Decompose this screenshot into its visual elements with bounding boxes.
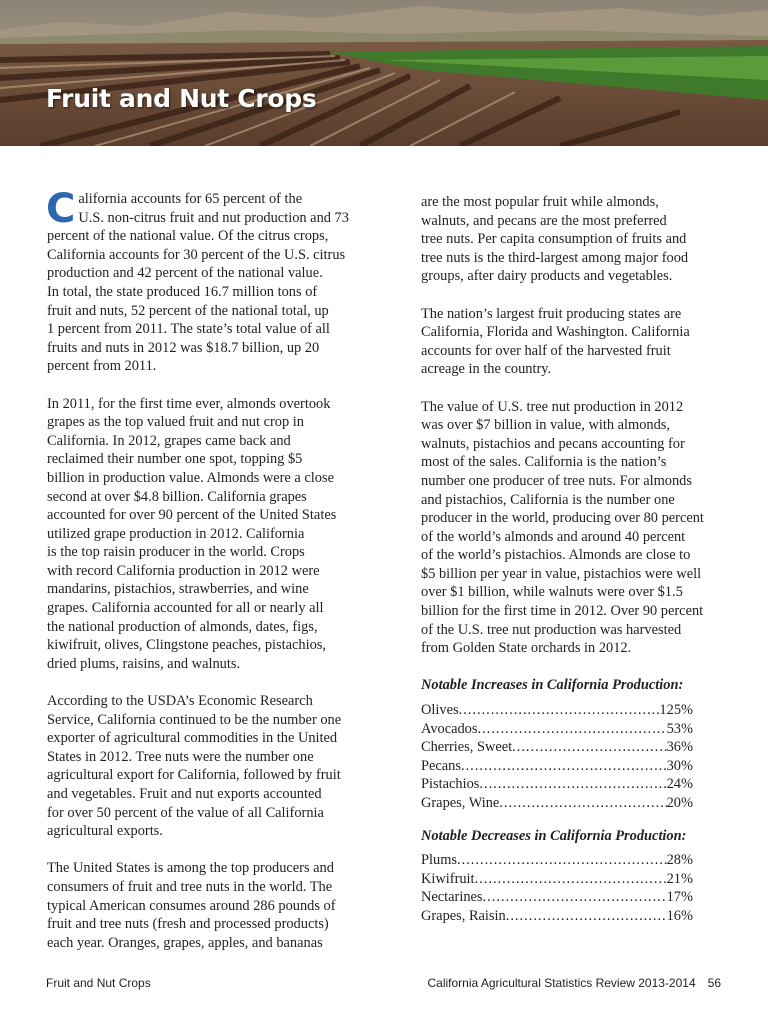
text-line: fruit and tree nuts (fresh and processed products) [47,916,329,933]
list-item [421,738,693,757]
right-column [421,193,721,940]
almonds-grapes-paragraph [47,395,363,674]
drop-cap: C [46,186,76,232]
publication-title: California Agricultural Statistics Review 2013-2014 [427,976,696,990]
text-line: The nation’s largest fruit producing states are [421,305,682,322]
text-line: walnuts, pistachios and pecans accounting for [421,435,685,452]
dot-leader [512,738,666,757]
increases-heading: Notable Increases in California Production: [421,677,684,694]
text-line: of the world’s pistachios. Almonds are close to [421,547,691,564]
crop-name: Grapes, Wine [421,795,500,811]
text-line: $5 billion per year in value, pistachios were well [421,565,702,582]
text-line: over $1 billion, while walnuts were over $1.5 [421,584,683,601]
dot-leader [479,775,666,794]
text-line: of the U.S. tree nut production was harvested [421,621,682,638]
crop-name: Pecans [421,757,461,774]
crop-name: Avocados [421,720,478,737]
list-item [421,870,693,889]
text-line: California, Florida and Washington. California [421,324,690,341]
text-line: fruit and nuts, 52 percent of the national total, up [47,302,329,319]
footer-section-name: Fruit and Nut Crops [46,976,151,990]
list-item [421,851,693,870]
dot-leader [506,907,667,926]
text-line: grapes as the top valued fruit and nut crop in [47,414,304,431]
fruit-states-paragraph [421,305,721,379]
text-line: California. In 2012, grapes came back and [47,432,291,449]
text-line: agricultural export for California, followed by fruit [47,767,341,784]
exports-paragraph [47,692,363,841]
dot-leader [499,794,666,813]
crop-percent: 30% [666,757,693,774]
text-line: In total, the state produced 16.7 million tons of [47,283,318,300]
text-line: utilized grape production in 2012. California [47,525,305,542]
text-line: production and 42 percent of the national value. [47,265,323,282]
text-line: and pistachios, California is the number one [421,491,675,508]
header-banner [0,0,768,146]
text-line: of the world’s almonds and around 40 percent [421,528,686,545]
text-line: States in 2012. Tree nuts were the number one [47,748,314,765]
text-line: the national production of almonds, dates, figs, [47,618,318,635]
text-line: accounts for over half of the harvested fruit [421,342,671,359]
text-line: reclaimed their number one spot, topping $5 [47,451,303,468]
text-line: is the top raisin producer in the world. Crops [47,544,305,561]
text-line: with record California production in 2012 were [47,562,320,579]
consumption-paragraph [47,859,363,952]
list-item [421,907,693,926]
crop-name: Nectarines [421,889,483,906]
intro-paragraph [46,186,363,376]
decreases-list [421,851,693,925]
list-item [421,720,693,739]
crop-name: Plums [421,852,457,869]
list-item [421,775,693,794]
list-item [421,794,693,813]
text-line: Service, California continued to be the number one [47,711,342,728]
crop-percent: 53% [666,720,693,737]
text-line: grapes. California accounted for all or nearly all [47,600,324,617]
text-line: second at over $4.8 billion. California grapes [47,488,307,505]
text-line: accounted for over 90 percent of the United States [47,507,337,524]
text-line: kiwifruit, olives, Clingstone peaches, pistachios, [47,637,326,654]
dot-leader [457,851,667,870]
crop-name: Kiwifruit [421,870,475,887]
crop-percent: 17% [666,889,693,906]
text-line: number one producer of tree nuts. For almonds [421,472,692,489]
text-line: groups, after dairy products and vegetables. [421,268,673,285]
list-item [421,701,693,720]
dot-leader [483,888,667,907]
text-line: consumers of fruit and tree nuts in the world. The [47,878,333,895]
text-line: and vegetables. Fruit and nut exports accounted [47,786,322,802]
farm-field-photo [0,0,768,146]
consumption-continued-paragraph [421,193,721,286]
text-line: from Golden State orchards in 2012. [421,640,632,657]
decreases-heading: Notable Decreases in California Production: [421,827,687,844]
text-line: alifornia accounts for 65 percent of the [78,191,303,207]
text-line: most of the sales. California is the nation’s [421,454,667,471]
crop-percent: 21% [666,870,693,887]
text-line: dried plums, raisins, and walnuts. [47,655,241,672]
dot-leader [461,757,667,776]
text-line: for over 50 percent of the value of all California [47,804,324,821]
text-line: mandarins, pistachios, strawberries, and wine [47,581,309,598]
dot-leader [459,701,660,720]
crop-percent: 20% [666,795,693,811]
text-line: The United States is among the top producers and [47,860,334,877]
crop-name: Grapes, Raisin [421,907,506,924]
text-line: typical American consumes around 286 pounds of [47,897,336,914]
text-line: percent from 2011. [47,358,157,375]
crop-percent: 125% [659,702,693,719]
text-line: tree nuts. Per capita consumption of fruits and [421,231,687,248]
crop-name: Olives [421,702,459,719]
list-item [421,757,693,776]
text-line: each year. Oranges, grapes, apples, and bananas [47,934,323,951]
crop-percent: 36% [666,739,693,756]
text-line: fruits and nuts in 2012 was $18.7 billion, up 20 [47,339,320,356]
dot-leader [477,720,666,739]
text-line: walnuts, and pecans are the most preferred [421,212,667,229]
footer-publication-info [428,976,722,990]
crop-percent: 28% [666,852,693,869]
text-line: U.S. non-citrus fruit and nut production and 73 [78,209,349,226]
text-line: producer in the world, producing over 80 percent [421,510,704,527]
increases-list [421,701,693,813]
text-line: agricultural exports. [47,823,163,840]
text-line: California accounts for 30 percent of the U.S. citrus [47,246,346,263]
text-line: The value of U.S. tree nut production in 2012 [421,398,684,415]
page-number: 56 [707,976,721,990]
text-line: exporter of agricultural commodities in the United [47,730,338,747]
dot-leader [475,870,667,889]
text-line: are the most popular fruit while almonds, [421,194,659,210]
list-item [421,888,693,907]
crop-percent: 24% [666,776,693,793]
text-line: percent of the national value. Of the citrus crops, [47,228,329,245]
text-line: tree nuts is the third-largest among major food [421,249,689,266]
crop-percent: 16% [666,907,693,924]
left-column [46,186,363,971]
text-line: In 2011, for the first time ever, almonds overtook [47,395,331,412]
text-line: billion for the first time in 2012. Over 90 percent [421,603,704,620]
text-line: 1 percent from 2011. The state’s total value of all [47,321,330,338]
text-line: According to the USDA’s Economic Research [47,693,313,710]
tree-nut-paragraph [421,398,721,658]
page-title: Fruit and Nut Crops [46,84,317,113]
text-line: was over $7 billion in value, with almonds, [421,417,671,434]
text-line: acreage in the country. [421,361,552,378]
crop-name: Cherries, Sweet [421,739,513,756]
crop-name: Pistachios [421,776,480,793]
text-line: billion in production value. Almonds were a close [47,469,334,486]
